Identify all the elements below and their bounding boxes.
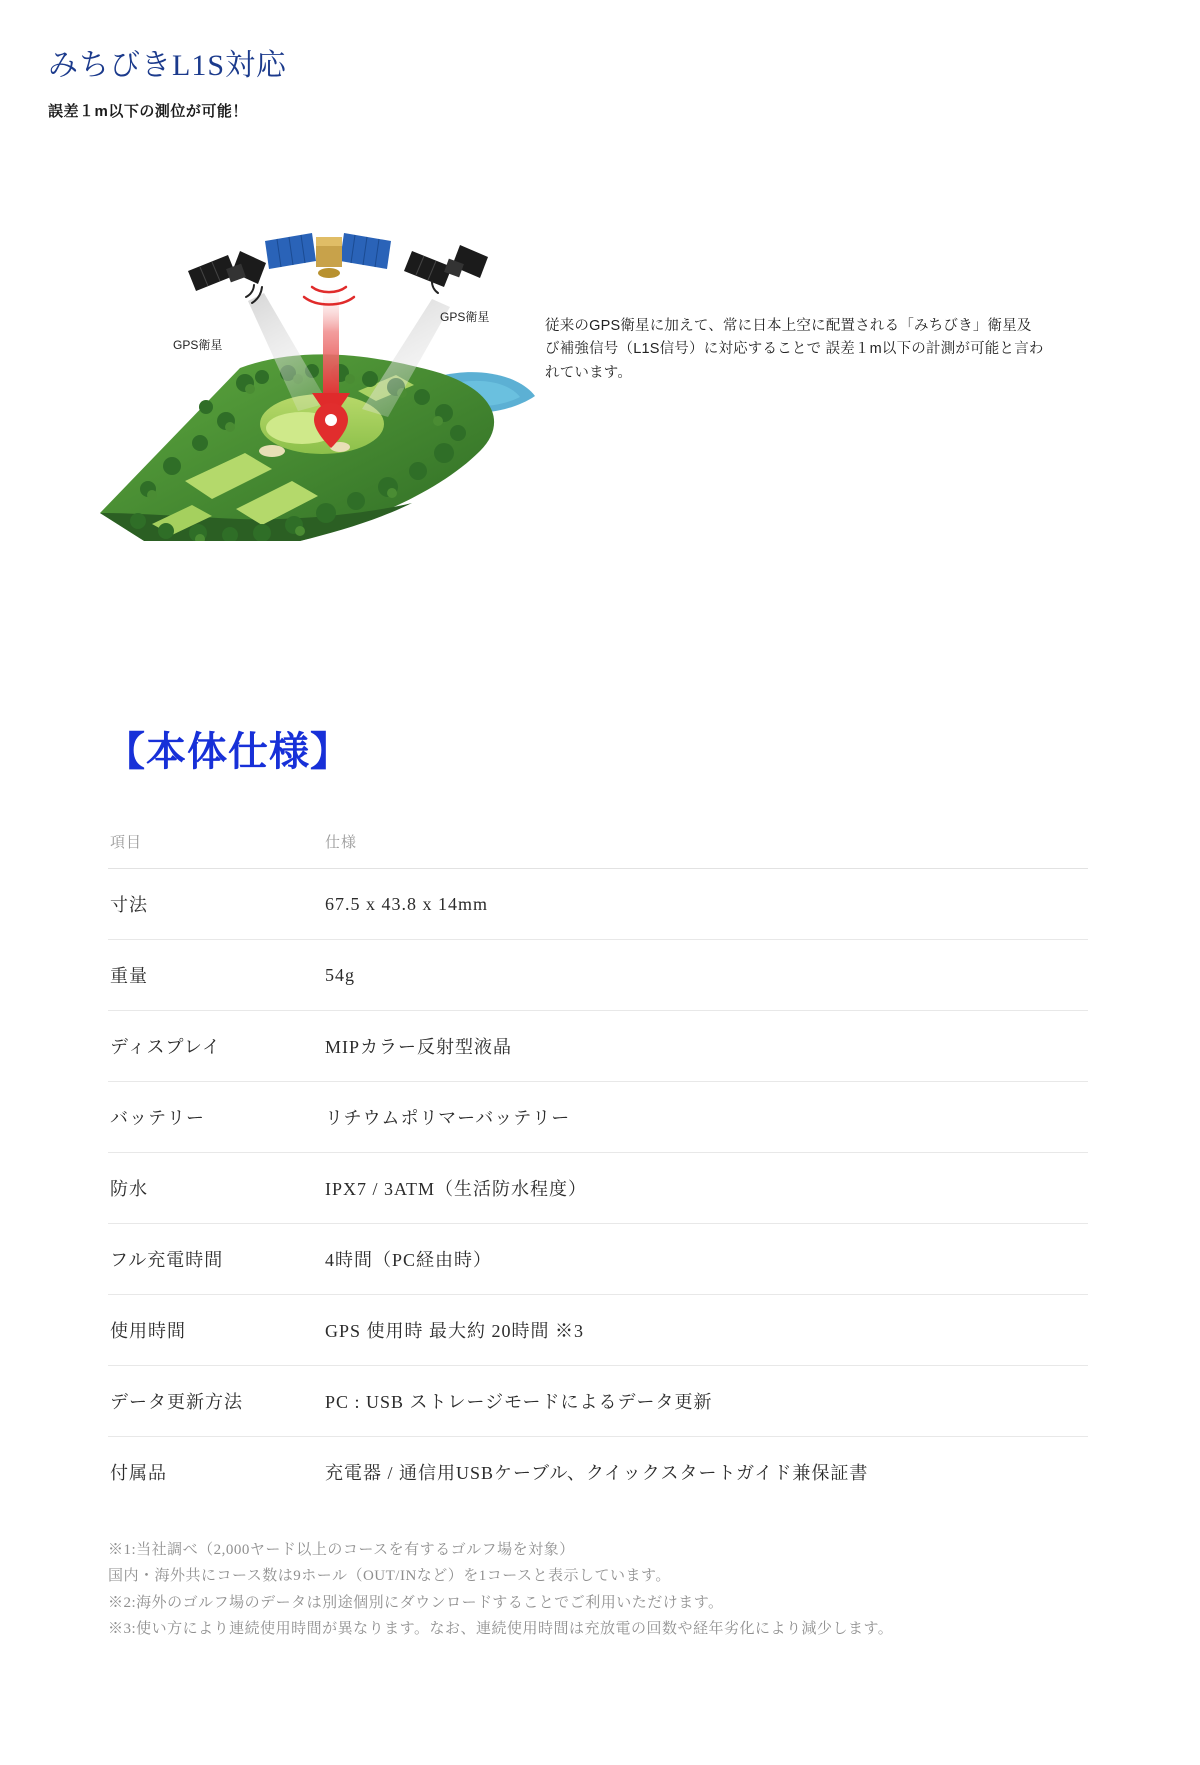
footnote-line: ※2:海外のゴルフ場のデータは別途個別にダウンロードすることでご利用いただけます。 — [108, 1594, 724, 1611]
table-row — [108, 1295, 1088, 1366]
gps-satellite-left-icon — [188, 251, 266, 303]
spec-item-value: MIPカラー反射型液晶 — [325, 1011, 1088, 1082]
satellite-illustration — [40, 121, 600, 541]
gps-satellite-left-label: GPS衛星 — [173, 338, 223, 352]
table-row — [108, 1224, 1088, 1295]
spec-item-label: 使用時間 — [108, 1295, 325, 1366]
michibiki-description: 従来のGPS衛星に加えて、常に日本上空に配置される「みちびき」衛星及び補強信号（L1S信号）に対応することで 誤差１m以下の計測が可能と言われています。 — [545, 317, 1044, 382]
table-row — [108, 1366, 1088, 1437]
spec-item-value: 充電器 / 通信用USBケーブル、クイックスタートガイド兼保証書 — [325, 1463, 869, 1483]
table-header-row — [108, 817, 1088, 869]
table-row — [108, 940, 1088, 1011]
spec-item-value: リチウムポリマーバッテリー — [325, 1082, 1088, 1153]
footnote-line: ※3:使い方により連続使用時間が異なります。なお、連続使用時間は充放電の回数や経年劣化により減少します。 — [108, 1620, 894, 1637]
page-title: みちびきL1S対応 — [48, 49, 288, 82]
specification-section — [0, 720, 1200, 1642]
spec-heading: 【本体仕様】 — [105, 730, 351, 774]
spec-item-value: GPS 使用時 最大約 20時間 ※3 — [325, 1295, 1088, 1366]
column-header-value: 仕様 — [325, 817, 1088, 869]
spec-item-value: IPX7 / 3ATM（生活防水程度） — [325, 1153, 1088, 1224]
golf-course-island — [100, 354, 535, 541]
michibiki-section — [0, 0, 1200, 541]
spec-table-body — [108, 869, 1088, 1508]
spec-item-label: 重量 — [108, 940, 325, 1011]
table-row — [108, 1011, 1088, 1082]
table-row — [108, 1153, 1088, 1224]
spec-table-head — [108, 817, 1088, 869]
spec-item-label: 付属品 — [110, 1463, 167, 1483]
spec-item-value: 54g — [325, 940, 1088, 1011]
column-header-item: 項目 — [108, 817, 325, 869]
gps-satellite-right-icon — [404, 245, 488, 293]
spec-item-label: バッテリー — [108, 1082, 325, 1153]
page-subtitle: 誤差１m以下の測位が可能！ — [48, 103, 248, 120]
spec-item-value: PC : USB ストレージモードによるデータ更新 — [325, 1366, 1088, 1437]
footnotes — [108, 1537, 1200, 1642]
illustration-svg — [40, 121, 600, 541]
table-row — [108, 1082, 1088, 1153]
spec-item-label: 寸法 — [108, 869, 325, 940]
spec-item-label: フル充電時間 — [108, 1224, 325, 1295]
spec-item-label: 防水 — [108, 1153, 325, 1224]
michibiki-beam-arrow — [312, 286, 350, 421]
gps-satellite-right-label: GPS衛星 — [440, 310, 490, 324]
spec-item-value: 4時間（PC経由時） — [325, 1224, 1088, 1295]
spec-item-value: 67.5 x 43.8 x 14mm — [325, 869, 1088, 940]
spec-item-label: データ更新方法 — [108, 1366, 325, 1437]
footnote-line: ※1:当社調べ（2,000ヤード以上のコースを有するゴルフ場を対象） — [108, 1542, 575, 1558]
spec-table — [108, 817, 1088, 1507]
spec-item-label: ディスプレイ — [108, 1011, 325, 1082]
table-row — [108, 1437, 1088, 1508]
footnote-line: 国内・海外共にコース数は9ホール（OUT/INなど）を1コースと表示しています。 — [108, 1568, 671, 1585]
table-row — [108, 869, 1088, 940]
